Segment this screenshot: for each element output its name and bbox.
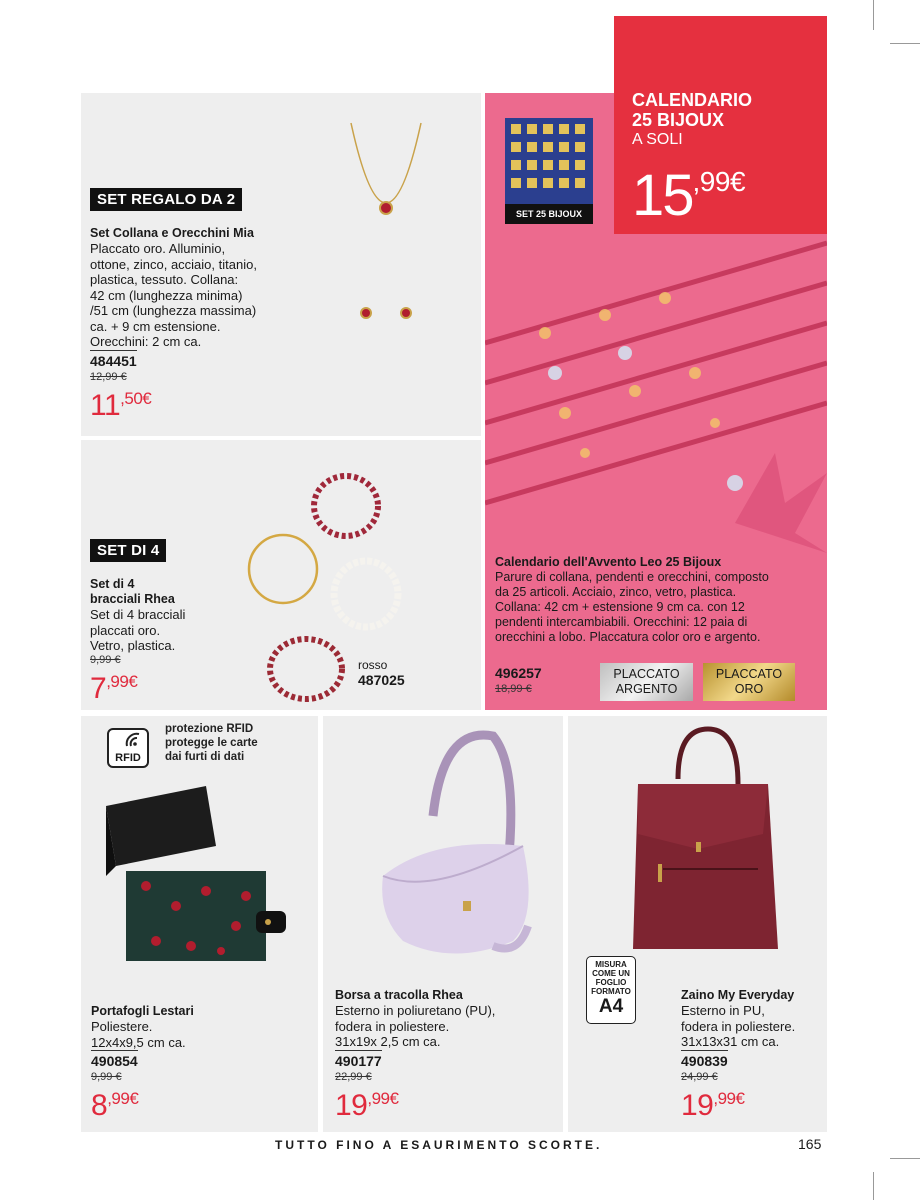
product-title: Zaino My Everyday bbox=[681, 988, 795, 1002]
product-description: Poliestere. 12x4x9,5 cm ca. bbox=[91, 1019, 186, 1050]
product-code: 484451 bbox=[90, 350, 137, 369]
price: $7^{,99€}$ bbox=[90, 671, 138, 705]
product-title: Set Collana e Orecchini Mia bbox=[90, 226, 254, 240]
necklace-earrings-image bbox=[311, 113, 461, 393]
gold-plated-badge: PLACCATO ORO bbox=[703, 663, 795, 701]
promo-prefix: A SOLI bbox=[632, 131, 683, 148]
price: $19^{,99€}$ bbox=[335, 1088, 399, 1122]
promo-box bbox=[614, 16, 827, 234]
product-panel-necklace-set bbox=[81, 93, 481, 436]
old-price: 9,99 € bbox=[90, 653, 121, 666]
old-price: 12,99 € bbox=[90, 370, 127, 383]
product-description: Esterno in poliuretano (PU), fodera in poliestere. 31x19x 2,5 cm ca. bbox=[335, 1003, 496, 1049]
product-code: 487025 bbox=[358, 672, 405, 688]
crop-mark bbox=[890, 43, 920, 44]
product-code: 490854 bbox=[91, 1050, 138, 1069]
rfid-note: protezione RFID protegge le carte dai furti di dati bbox=[165, 723, 258, 763]
crop-mark bbox=[873, 0, 874, 30]
price: $8^{,99€}$ bbox=[91, 1089, 139, 1122]
product-code: 490177 bbox=[335, 1050, 382, 1069]
product-description: Esterno in PU, fodera in poliestere. 31x13x31 cm ca. bbox=[681, 1003, 796, 1049]
product-title: Calendario dell'Avvento Leo 25 Bijoux bbox=[495, 555, 722, 569]
calendar-thumb-label: SET 25 BIJOUX bbox=[505, 204, 593, 224]
promo-price: $15^{,99€}$ bbox=[632, 163, 746, 228]
product-description: Parure di collana, pendenti e orecchini, composto da 25 articoli. Acciaio, zinco, vetro, plastica. Collana: 42 cm + estensione 9 cm ca. con 12 pendenti intercambiabili. Orecchini: 12 paia di orecchini a lobo. Placcatura color oro e argento. bbox=[495, 570, 769, 644]
product-code: 490839 bbox=[681, 1050, 728, 1069]
calendar-thumbnail bbox=[505, 118, 593, 224]
page-number: 165 bbox=[798, 1136, 822, 1152]
product-title: Set di 4 bracciali Rhea bbox=[90, 577, 175, 606]
a4-size-badge: MISURA COME UN FOGLIO FORMATO A4 bbox=[586, 956, 636, 1024]
color-label: rosso bbox=[358, 658, 388, 672]
silver-plated-badge: PLACCATO ARGENTO bbox=[600, 663, 693, 701]
product-title: Portafogli Lestari bbox=[91, 1004, 194, 1018]
old-price: 18,99 € bbox=[495, 683, 532, 695]
backpack-image bbox=[598, 724, 798, 964]
product-title: Borsa a tracolla Rhea bbox=[335, 988, 463, 1002]
product-panel-bag bbox=[323, 716, 563, 1132]
price: $11^{,50€}$ bbox=[90, 388, 152, 422]
jewelry-photo bbox=[485, 223, 827, 563]
footer-note: TUTTO FINO A ESAURIMENTO SCORTE. bbox=[275, 1138, 603, 1152]
old-price: 22,99 € bbox=[335, 1070, 372, 1083]
bag-image bbox=[343, 726, 543, 986]
promo-title: CALENDARIO bbox=[632, 90, 752, 110]
price: $19^{,99€}$ bbox=[681, 1088, 745, 1122]
product-panel-wallet bbox=[81, 716, 318, 1132]
promo-title: 25 BIJOUX bbox=[632, 110, 725, 130]
crop-mark bbox=[890, 1158, 920, 1159]
product-description: Set di 4 bracciali placcati oro. Vetro, plastica. bbox=[90, 607, 186, 653]
product-panel-backpack bbox=[568, 716, 827, 1132]
old-price: 24,99 € bbox=[681, 1070, 718, 1083]
wallet-image bbox=[96, 776, 296, 976]
old-price: 9,99 € bbox=[91, 1071, 122, 1083]
rfid-icon: RFID bbox=[107, 728, 149, 768]
crop-mark bbox=[873, 1172, 874, 1200]
product-code: 496257 bbox=[495, 665, 542, 681]
set-of-4-tag: SET DI 4 bbox=[90, 539, 166, 562]
product-panel-bracelets bbox=[81, 440, 481, 710]
gift-set-tag: SET REGALO DA 2 bbox=[90, 188, 242, 211]
product-description: Placcato oro. Alluminio, ottone, zinco, acciaio, titanio, plastica, tessuto. Collana: 42 cm (lunghezza minima) /51 cm (lunghezza massima) ca. + 9 cm estensione. Orecchini: 2 cm ca. bbox=[90, 241, 257, 349]
